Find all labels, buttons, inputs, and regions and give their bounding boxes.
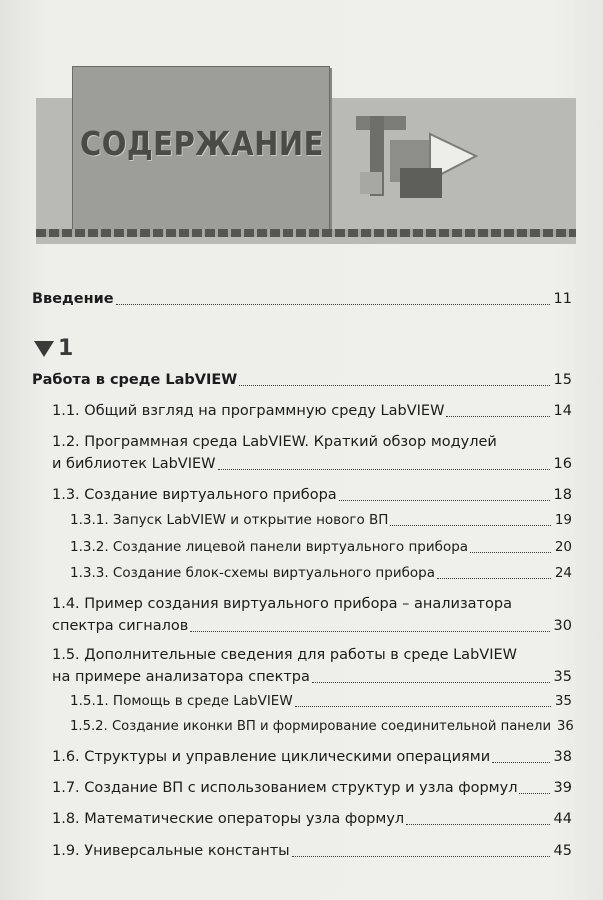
leader-dots bbox=[292, 855, 550, 857]
toc-entry[interactable] bbox=[52, 593, 572, 637]
toc-entry[interactable] bbox=[70, 562, 572, 584]
toc-entry[interactable] bbox=[70, 716, 572, 738]
toc-entry-page: 44 bbox=[553, 811, 572, 827]
chapter-marker bbox=[34, 336, 73, 361]
toc-entry[interactable] bbox=[52, 746, 572, 768]
toc-entry-title-line1: 1.4. Пример создания виртуального прибора – анализатора bbox=[52, 596, 512, 612]
toc-entry-page: 20 bbox=[554, 539, 572, 555]
leader-dots bbox=[295, 705, 551, 707]
toc-entry-title: 1.7. Создание ВП с использованием структур и узла формул bbox=[52, 780, 518, 796]
toc-entry-title: 1.3.1. Запуск LabVIEW и открытие нового ВП bbox=[70, 512, 389, 528]
leader-dots bbox=[437, 577, 551, 579]
toc-entry[interactable] bbox=[52, 644, 572, 688]
toc-entry[interactable] bbox=[70, 690, 572, 712]
toc-entry-page: 30 bbox=[553, 618, 572, 634]
toc-entry[interactable] bbox=[70, 536, 572, 558]
toc-entry[interactable] bbox=[70, 509, 572, 531]
leader-dots bbox=[116, 303, 550, 305]
toc-entry-title: Работа в среде LabVIEW bbox=[32, 372, 238, 388]
leader-dots bbox=[492, 761, 549, 763]
triangle-down-icon bbox=[34, 341, 54, 357]
toc-entry-title: 1.3.3. Создание блок-схемы виртуального прибора bbox=[70, 565, 436, 581]
toc-entry-page: 11 bbox=[553, 291, 572, 307]
toc-entry-page: 39 bbox=[553, 780, 572, 796]
toc-entry-title: 1.8. Математические операторы узла формул bbox=[52, 811, 405, 827]
toc-entry-page: 38 bbox=[553, 749, 572, 765]
toc-entry-intro[interactable] bbox=[32, 288, 572, 310]
toc-entry-title-line1: 1.5. Дополнительные сведения для работы в среде LabVIEW bbox=[52, 647, 517, 663]
toc-entry-page: 35 bbox=[554, 693, 572, 709]
toc-entry-title: 1.9. Универсальные константы bbox=[52, 843, 290, 859]
toc-entry[interactable] bbox=[52, 808, 572, 830]
chapter-number: 1 bbox=[58, 336, 74, 361]
leader-dots bbox=[446, 415, 549, 417]
toc-entry-chapter[interactable] bbox=[32, 369, 572, 391]
leader-dots bbox=[218, 468, 550, 470]
toc-entry-page: 14 bbox=[553, 403, 572, 419]
leader-dots bbox=[239, 384, 549, 386]
toc-entry-page: 35 bbox=[553, 669, 572, 685]
toc-entry-title: 1.3.2. Создание лицевой панели виртуального прибора bbox=[70, 539, 469, 555]
toc-entry[interactable] bbox=[52, 431, 572, 475]
toc-entry-title: 1.6. Структуры и управление циклическими операциями bbox=[52, 749, 491, 765]
toc-entry-page: 36 bbox=[557, 719, 574, 734]
leader-dots bbox=[519, 792, 549, 794]
decorative-logo bbox=[352, 112, 482, 204]
toc-entry[interactable] bbox=[52, 840, 572, 862]
page-title: СОДЕРЖАНИЕ bbox=[80, 124, 324, 163]
toc-entry-title: 1.5.2. Создание иконки ВП и формирование соединительной панели bbox=[70, 719, 552, 734]
toc-entry-page: 19 bbox=[554, 512, 572, 528]
toc-entry-page: 45 bbox=[553, 843, 572, 859]
toc-entry-title: на примере анализатора спектра bbox=[52, 669, 310, 685]
toc-entry-title: 1.1. Общий взгляд на программную среду LabVIEW bbox=[52, 403, 445, 419]
toc-entry[interactable] bbox=[52, 777, 572, 799]
toc-entry-page: 15 bbox=[553, 372, 572, 388]
toc-entry-page: 24 bbox=[554, 565, 572, 581]
toc-entry-title: 1.3. Создание виртуального прибора bbox=[52, 487, 337, 503]
toc-entry-title: спектра сигналов bbox=[52, 618, 189, 634]
toc-entry-title: и библиотек LabVIEW bbox=[52, 456, 216, 472]
toc-entry-title: Введение bbox=[32, 291, 114, 307]
leader-dots bbox=[190, 630, 549, 632]
toc-entry-title-line1: 1.2. Программная среда LabVIEW. Краткий обзор модулей bbox=[52, 434, 497, 450]
leader-dots bbox=[312, 681, 550, 683]
toc-entry[interactable] bbox=[52, 484, 572, 506]
toc-entry[interactable] bbox=[52, 400, 572, 422]
leader-dots bbox=[470, 551, 551, 553]
leader-dots bbox=[339, 499, 550, 501]
banner-stripe bbox=[36, 229, 576, 237]
toc-entry-page: 18 bbox=[553, 487, 572, 503]
leader-dots bbox=[390, 524, 550, 526]
toc-entry-title: 1.5.1. Помощь в среде LabVIEW bbox=[70, 693, 293, 709]
toc-entry-page: 16 bbox=[553, 456, 572, 472]
leader-dots bbox=[406, 823, 549, 825]
